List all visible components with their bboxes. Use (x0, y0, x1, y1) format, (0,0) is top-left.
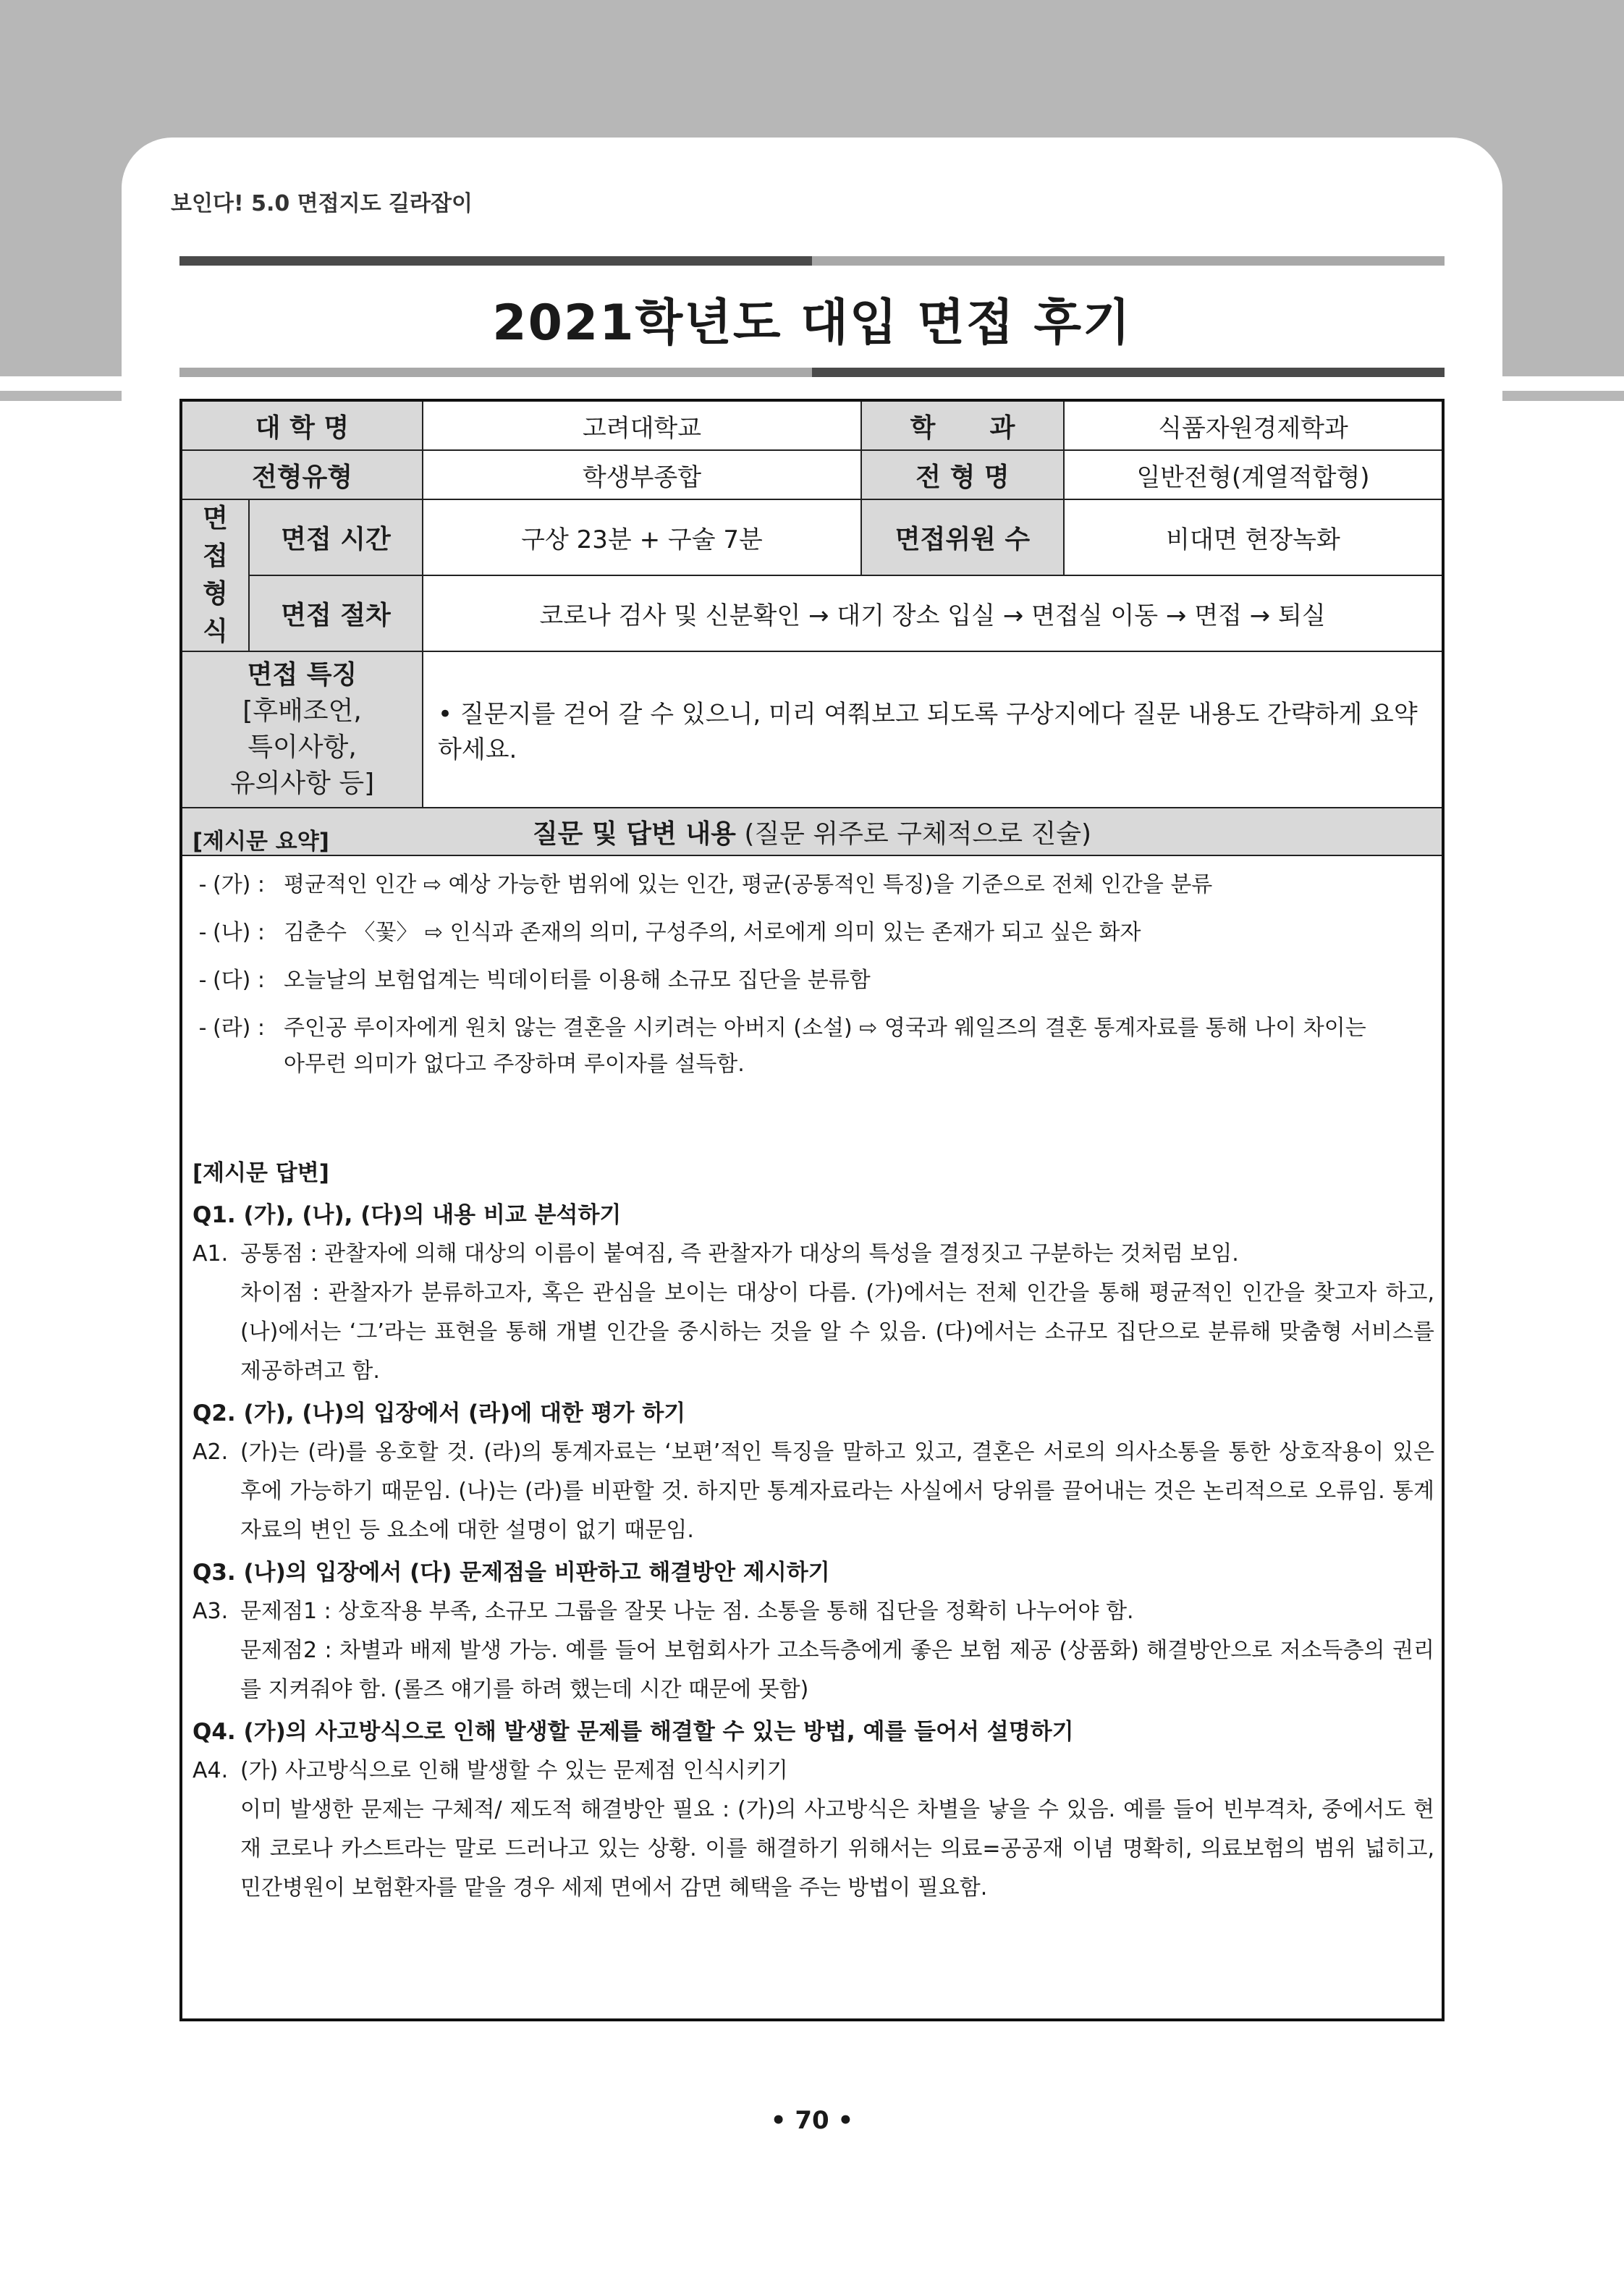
features-value: • 질문지를 걷어 갈 수 있으니, 미리 여쭤보고 되도록 구상지에다 질문 내용도 간략하게 요약하세요. (423, 651, 1442, 808)
list-item (193, 957, 1434, 1005)
answer-4-p1: (가) 사고방식으로 인해 발생할 수 있는 문제점 인식시키기 (240, 1758, 788, 1783)
summary-text: 오늘날의 보험업계는 빅데이터를 이용해 소규모 집단을 분류함 (284, 968, 871, 993)
qa-header-rest: (질문 위주로 구체적으로 진술) (735, 819, 1092, 849)
answer-label: A3. (193, 1599, 229, 1624)
summary-text: 김춘수 〈꽃〉 ⇨ 인식과 존재의 의미, 구성주의, 서로에게 의미 있는 존재가 되고 싶은 화자 (284, 920, 1141, 945)
summary-key: (다) : (213, 968, 266, 993)
question-1: Q1. (가), (나), (다)의 내용 비교 분석하기 (193, 1202, 622, 1228)
list-dash: - (198, 920, 207, 945)
answer-2 (193, 1433, 1434, 1550)
answer-3-p1: 문제점1 : 상호작용 부족, 소규모 그룹을 잘못 나눈 점. 소통을 통해 집단을 정확히 나누어야 함. (240, 1599, 1134, 1624)
time-label: 면접 시간 (249, 499, 423, 575)
univ-value: 고려대학교 (423, 402, 861, 450)
answer-label: A4. (193, 1758, 229, 1783)
admission-value: 일반전형(계열적합형) (1064, 450, 1442, 499)
question-2: Q2. (가), (나)의 입장에서 (라)에 대한 평가 하기 (193, 1400, 686, 1426)
answer-1 (193, 1235, 1434, 1391)
dept-label: 학 과 (861, 402, 1064, 450)
dept-value: 식품자원경제학과 (1064, 402, 1442, 450)
table-row (182, 402, 1442, 450)
procedure-label: 면접 절차 (249, 575, 423, 651)
answer-label: A1. (193, 1241, 229, 1267)
summary-continuation: 아무런 의미가 없다고 주장하며 루이자를 설득함. (284, 1052, 745, 1077)
page-title: 2021학년도 대입 면접 후기 (492, 295, 1132, 352)
list-item (193, 861, 1434, 909)
summary-key: (나) : (213, 920, 266, 945)
features-label-sub1: [후배조언, (242, 696, 362, 726)
answer-4-p2: 이미 발생한 문제는 구체적/ 제도적 해결방안 필요 : (가)의 사고방식은 차별을 낳을 수 있음. 예를 들어 빈부격차, 중에서도 현재 코로나 카스트라는 말로 드러나고 있는 상황. 이를 해결하기 위해서는 의료=공공재 이념 명확히, 의료보험의 범위 넓히고, 민간병원이 보험환자를 맡을 경우 세제 면에서 감면 혜택을 주는 방법이 필요함. (240, 1797, 1434, 1900)
interviewers-label: 면접위원 수 (861, 499, 1064, 575)
series-title: 보인다! 5.0 면접지도 길라잡이 (171, 191, 473, 216)
features-label (182, 651, 423, 808)
table-row (182, 450, 1442, 499)
list-dash: - (198, 1015, 207, 1041)
features-label-main: 면접 특징 (247, 660, 358, 690)
title-rule-bottom (179, 368, 1445, 377)
type-value: 학생부종합 (423, 450, 861, 499)
answer-1-p2: 차이점 : 관찰자가 분류하고자, 혹은 관심을 보이는 대상이 다름. (가)에서는 전체 인간을 통해 평균적인 인간을 찾고자 하고, (나)에서는 ‘그’라는 표현을 통해 개별 인간을 중시하는 것을 알 수 있음. (다)에서는 소규모 집단으로 분류해 맞춤형 서비스를 제공하려고 함. (240, 1280, 1434, 1384)
interviewers-value: 비대면 현장녹화 (1064, 499, 1442, 575)
question-3: Q3. (나)의 입장에서 (다) 문제점을 비판하고 해결방안 제시하기 (193, 1560, 830, 1586)
procedure-value: 코로나 검사 및 신분확인 → 대기 장소 입실 → 면접실 이동 → 면접 → 퇴실 (423, 575, 1442, 651)
summary-heading: [제시문 요약] (193, 829, 329, 855)
answer-label: A2. (193, 1439, 229, 1465)
table-row (182, 575, 1442, 651)
list-dash: - (198, 968, 207, 993)
features-label-sub3: 유의사항 등] (229, 769, 375, 798)
qa-content (193, 822, 1434, 1908)
univ-label: 대 학 명 (182, 402, 423, 450)
summary-key: (가) : (213, 872, 266, 897)
format-label: 면접 형식 (182, 499, 249, 651)
table-row (182, 651, 1442, 808)
summary-text: 주인공 루이자에게 원치 않는 결혼을 시키려는 아버지 (소설) ⇨ 영국과 웨일즈의 결혼 통계자료를 통해 나이 차이는 (284, 1015, 1366, 1041)
page-number: • 70 • (770, 2106, 854, 2135)
summary-text: 평균적인 인간 ⇨ 예상 가능한 범위에 있는 인간, 평균(공통적인 특징)을 기준으로 전체 인간을 분류 (284, 872, 1213, 897)
qa-header-bold: 질문 및 답변 내용 (532, 819, 736, 849)
answer-2-p1: (가)는 (라)를 옹호할 것. (라)의 통계자료는 ‘보편’적인 특징을 말하고 있고, 결혼은 서로의 의사소통을 통한 상호작용이 있은 후에 가능하기 때문임. (나)는 (라)를 비판할 것. 하지만 통계자료라는 사실에서 당위를 끌어내는 것은 논리적으로 오류임. 통계자료의 변인 등 요소에 대한 설명이 없기 때문임. (240, 1439, 1434, 1543)
features-label-sub2: 특이사항, (248, 732, 357, 762)
answers-heading: [제시문 답변] (193, 1160, 329, 1186)
list-item (193, 909, 1434, 957)
info-table (182, 402, 1442, 856)
answer-3-p2: 문제점2 : 차별과 배제 발생 가능. 예를 들어 보험회사가 고소득층에게 좋은 보험 제공 (상품화) 해결방안으로 저소득층의 권리를 지켜줘야 함. (롤즈 얘기를 하려 했는데 시간 때문에 못함) (240, 1638, 1434, 1702)
question-4: Q4. (가)의 사고방식으로 인해 발생할 문제를 해결할 수 있는 방법, 예를 들어서 설명하기 (193, 1719, 1074, 1745)
answer-3 (193, 1592, 1434, 1709)
answer-1-p1: 공통점 : 관찰자에 의해 대상의 이름이 붙여짐, 즉 관찰자가 대상의 특성을 결정짓고 구분하는 것처럼 보임. (240, 1241, 1239, 1267)
admission-label: 전 형 명 (861, 450, 1064, 499)
summary-key: (라) : (213, 1015, 266, 1041)
time-value: 구상 23분 + 구술 7분 (423, 499, 861, 575)
table-row (182, 499, 1442, 575)
title-rule-top (179, 256, 1445, 266)
list-dash: - (198, 872, 207, 897)
answer-4 (193, 1751, 1434, 1908)
type-label: 전형유형 (182, 450, 423, 499)
